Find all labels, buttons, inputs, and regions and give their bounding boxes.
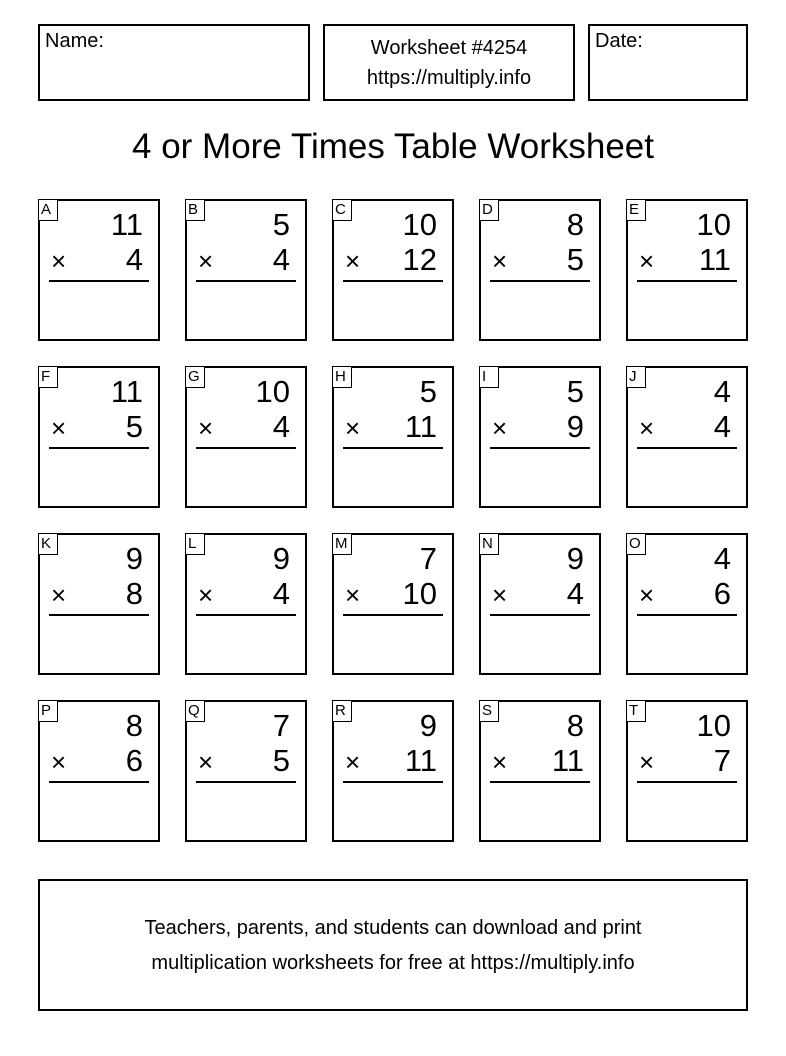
multiplier: 4	[272, 409, 290, 444]
multiplier: 6	[125, 743, 143, 778]
problem-card-f[interactable]	[38, 366, 160, 508]
problem-card-r[interactable]	[332, 700, 454, 842]
problem-card-s[interactable]	[479, 700, 601, 842]
problem-card-e[interactable]	[626, 199, 748, 341]
multiplier: 4	[713, 409, 731, 444]
answer-line	[343, 614, 443, 616]
problem-card-q[interactable]	[185, 700, 307, 842]
multiplicand: 9	[125, 541, 143, 576]
multiplier: 4	[125, 242, 143, 277]
times-sign: ×	[492, 413, 508, 443]
problem-card-j[interactable]	[626, 366, 748, 508]
answer-line	[49, 447, 149, 449]
multiplicand: 10	[402, 207, 437, 242]
answer-line	[637, 280, 737, 282]
problem-letter: K	[38, 533, 58, 555]
multiplier: 9	[566, 409, 584, 444]
multiplier: 5	[566, 242, 584, 277]
multiplicand: 4	[713, 374, 731, 409]
multiplier: 11	[404, 743, 437, 778]
problem-letter: B	[185, 199, 205, 221]
multiplicand: 5	[566, 374, 584, 409]
times-sign: ×	[639, 747, 655, 777]
problem-card-k[interactable]	[38, 533, 160, 675]
problem-letter: G	[185, 366, 205, 388]
problem-letter: I	[479, 366, 499, 388]
answer-line	[343, 781, 443, 783]
multiplier: 5	[125, 409, 143, 444]
problem-card-a[interactable]	[38, 199, 160, 341]
problem-card-c[interactable]	[332, 199, 454, 341]
multiplier: 6	[713, 576, 731, 611]
times-sign: ×	[639, 413, 655, 443]
multiplicand: 8	[566, 207, 584, 242]
answer-line	[196, 280, 296, 282]
multiplier: 4	[566, 576, 584, 611]
answer-line	[637, 614, 737, 616]
multiplicand: 9	[272, 541, 290, 576]
problem-letter: C	[332, 199, 352, 221]
times-sign: ×	[51, 580, 67, 610]
multiplier: 12	[402, 242, 437, 277]
times-sign: ×	[198, 413, 214, 443]
footer-text-line-1: Teachers, parents, and students can download and print	[144, 917, 642, 939]
worksheet-number: Worksheet #4254	[370, 37, 528, 59]
times-sign: ×	[345, 413, 361, 443]
answer-line	[49, 781, 149, 783]
times-sign: ×	[198, 246, 214, 276]
answer-line	[49, 280, 149, 282]
problem-letter: L	[185, 533, 205, 555]
times-sign: ×	[345, 580, 361, 610]
problem-letter: Q	[185, 700, 205, 722]
problem-card-h[interactable]	[332, 366, 454, 508]
multiplicand: 10	[255, 374, 290, 409]
answer-line	[490, 781, 590, 783]
problem-letter: E	[626, 199, 646, 221]
footer-box	[38, 879, 748, 1011]
answer-line	[343, 280, 443, 282]
problem-card-g[interactable]	[185, 366, 307, 508]
problem-letter: R	[332, 700, 352, 722]
problem-card-d[interactable]	[479, 199, 601, 341]
multiplicand: 4	[713, 541, 731, 576]
problem-letter: P	[38, 700, 58, 722]
times-sign: ×	[492, 580, 508, 610]
multiplier: 4	[272, 242, 290, 277]
multiplicand: 9	[419, 708, 437, 743]
times-sign: ×	[639, 246, 655, 276]
problem-letter: A	[38, 199, 58, 221]
problem-card-o[interactable]	[626, 533, 748, 675]
answer-line	[637, 781, 737, 783]
times-sign: ×	[198, 580, 214, 610]
answer-line	[490, 614, 590, 616]
problem-letter: M	[332, 533, 352, 555]
times-sign: ×	[492, 747, 508, 777]
multiplicand: 10	[696, 708, 731, 743]
multiplier: 11	[551, 743, 584, 778]
problem-card-t[interactable]	[626, 700, 748, 842]
problem-card-p[interactable]	[38, 700, 160, 842]
multiplier: 8	[125, 576, 143, 611]
times-sign: ×	[345, 747, 361, 777]
date-label: Date:	[595, 30, 643, 52]
multiplier: 10	[402, 576, 437, 611]
multiplicand: 8	[566, 708, 584, 743]
answer-line	[343, 447, 443, 449]
problem-letter: S	[479, 700, 499, 722]
name-label: Name:	[45, 30, 104, 52]
problem-card-n[interactable]	[479, 533, 601, 675]
problem-card-i[interactable]	[479, 366, 601, 508]
problem-letter: J	[626, 366, 646, 388]
times-sign: ×	[492, 246, 508, 276]
answer-line	[196, 614, 296, 616]
multiplicand: 7	[419, 541, 437, 576]
worksheet-url: https://multiply.info	[366, 67, 532, 89]
footer-text-line-2: multiplication worksheets for free at https://multiply.info	[151, 952, 635, 974]
answer-line	[490, 280, 590, 282]
answer-line	[196, 781, 296, 783]
times-sign: ×	[51, 413, 67, 443]
multiplier: 7	[713, 743, 731, 778]
multiplicand: 7	[272, 708, 290, 743]
problem-card-l[interactable]	[185, 533, 307, 675]
times-sign: ×	[51, 747, 67, 777]
problem-letter: N	[479, 533, 499, 555]
problem-card-m[interactable]	[332, 533, 454, 675]
multiplicand: 11	[110, 374, 143, 409]
times-sign: ×	[198, 747, 214, 777]
times-sign: ×	[639, 580, 655, 610]
multiplicand: 11	[110, 207, 143, 242]
problem-letter: H	[332, 366, 352, 388]
multiplier: 11	[404, 409, 437, 444]
problem-letter: T	[626, 700, 646, 722]
times-sign: ×	[51, 246, 67, 276]
multiplicand: 10	[696, 207, 731, 242]
multiplier: 4	[272, 576, 290, 611]
multiplicand: 5	[272, 207, 290, 242]
multiplier: 5	[272, 743, 290, 778]
answer-line	[490, 447, 590, 449]
answer-line	[49, 614, 149, 616]
multiplier: 11	[698, 242, 731, 277]
problem-letter: F	[38, 366, 58, 388]
problem-letter: D	[479, 199, 499, 221]
answer-line	[637, 447, 737, 449]
problem-letter: O	[626, 533, 646, 555]
multiplicand: 5	[419, 374, 437, 409]
page-title: 4 or More Times Table Worksheet	[132, 127, 654, 166]
problem-card-b[interactable]	[185, 199, 307, 341]
multiplicand: 8	[125, 708, 143, 743]
multiplicand: 9	[566, 541, 584, 576]
times-sign: ×	[345, 246, 361, 276]
answer-line	[196, 447, 296, 449]
